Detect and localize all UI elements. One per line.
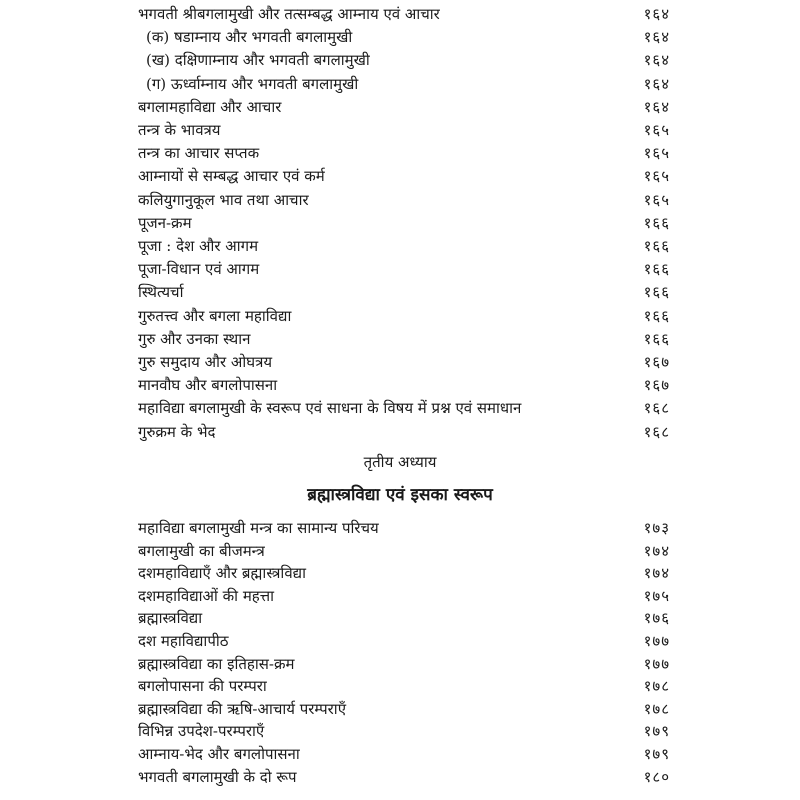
toc-entry-title: ब्रह्मास्त्रविद्या की ऋषि-आचार्य परम्पराएँ — [138, 699, 346, 718]
toc-entry — [138, 257, 670, 281]
toc-entry-title: ब्रह्मास्त्रविद्या का इतिहास-क्रम — [138, 654, 295, 673]
toc-entry — [138, 742, 670, 766]
toc-entry-title: भगवती श्रीबगलामुखी और तत्सम्बद्ध आम्नाय एवं आचार — [138, 5, 440, 23]
toc-entry — [138, 674, 670, 698]
toc-entry-title: (क) षडाम्नाय और भगवती बगलामुखी — [146, 28, 353, 47]
toc-entry-title: स्थित्यर्चा — [138, 283, 184, 302]
toc-entry — [138, 765, 670, 789]
toc-entry-title: बगलामुखी का बीजमन्त्र — [138, 541, 265, 560]
toc-entry-page: १६६ — [643, 329, 670, 348]
toc-entry — [138, 373, 670, 397]
toc-entry-title: मानवौघ और बगलोपासना — [138, 376, 278, 395]
toc-entry-page: १७७ — [643, 632, 670, 650]
toc-entry-title: विभिन्न उपदेश-परम्पराएँ — [138, 722, 265, 741]
toc-entry-page: १६४ — [643, 74, 670, 93]
toc-entry-title: पूजा : देश और आगम — [138, 237, 259, 255]
toc-entry-title: तन्त्र के भावत्रय — [138, 121, 221, 139]
toc-entry-page: १७८ — [643, 677, 670, 696]
toc-entry — [146, 48, 670, 72]
toc-entry-page: १७९ — [643, 722, 670, 741]
toc-entry-title: महाविद्या बगलामुखी के स्वरूप एवं साधना के विषय में प्रश्न एवं समाधान — [138, 399, 522, 418]
toc-entry-page: १६७ — [643, 353, 670, 371]
toc-entry — [138, 629, 670, 653]
toc-entry — [138, 420, 670, 444]
chapter-label: तृतीय अध्याय — [363, 453, 437, 471]
toc-entry-page: १६६ — [643, 306, 670, 325]
toc-entry — [138, 561, 670, 585]
toc-entry-page: १७४ — [643, 564, 670, 583]
toc-entry — [138, 697, 670, 721]
toc-entry-title: पूजा-विधान एवं आगम — [138, 260, 260, 279]
toc-entry — [138, 396, 670, 420]
toc-entry — [138, 350, 670, 374]
toc-entry — [138, 164, 670, 188]
toc-entry-title: भगवती बगलामुखी के दो रूप — [138, 767, 297, 786]
toc-entry-title: पूजन-क्रम — [138, 213, 192, 232]
toc-entry-title: गुरुतत्त्व और बगला महाविद्या — [138, 306, 292, 325]
toc-entry-page: १६४ — [643, 5, 670, 23]
toc-entry-title: गुरु समुदाय और ओघत्रय — [138, 353, 273, 371]
toc-entry-page: १६६ — [643, 260, 670, 279]
toc-entry — [138, 584, 670, 608]
toc-entry — [138, 516, 670, 540]
toc-entry — [138, 539, 670, 563]
toc-entry-page: १६५ — [643, 167, 670, 186]
toc-entry-page: १६५ — [643, 190, 670, 209]
toc-entry-page: १६४ — [643, 51, 670, 70]
toc-entry-page: १६६ — [643, 283, 670, 302]
toc-entry — [138, 652, 670, 676]
toc-entry-page: १७६ — [643, 609, 670, 628]
toc-entry — [138, 211, 670, 235]
toc-entry-page: १७७ — [643, 654, 670, 673]
toc-entry-title: तन्त्र का आचार सप्तक — [138, 144, 260, 163]
toc-entry-page: १६४ — [643, 28, 670, 47]
toc-entry-title: कलियुगानुकूल भाव तथा आचार — [138, 190, 309, 209]
toc-entry-title: दशमहाविद्याएँ और ब्रह्मास्त्रविद्या — [138, 564, 306, 583]
toc-entry — [138, 304, 670, 328]
toc-entry — [138, 141, 670, 165]
toc-entry — [138, 606, 670, 630]
toc-entry-title: बगलोपासना की परम्परा — [138, 677, 267, 696]
toc-entry-title: गुरुक्रम के भेद — [138, 422, 216, 441]
toc-entry-page: १६८ — [643, 399, 670, 418]
toc-entry-page: १७९ — [643, 745, 670, 763]
toc-entry — [138, 719, 670, 743]
toc-entry-page: १८० — [643, 767, 670, 786]
toc-entry — [138, 234, 670, 258]
toc-entry-title: दश महाविद्यापीठ — [138, 632, 229, 650]
toc-entry — [138, 118, 670, 142]
toc-entry — [138, 327, 670, 351]
toc-entry-page: १६८ — [643, 422, 670, 441]
toc-entry-page: १७४ — [643, 541, 670, 560]
toc-entry-page: १७८ — [643, 699, 670, 718]
toc-entry — [146, 25, 670, 49]
toc-entry-page: १६४ — [643, 97, 670, 116]
toc-entry-page: १६५ — [643, 121, 670, 139]
toc-entry-title: ब्रह्मास्त्रविद्या — [138, 609, 203, 628]
toc-entry — [138, 2, 670, 26]
toc-entry-title: आम्नाय-भेद और बगलोपासना — [138, 745, 300, 763]
toc-entry-page: १६६ — [643, 237, 670, 255]
chapter-title: ब्रह्मास्त्रविद्या एवं इसका स्वरूप — [307, 485, 493, 505]
toc-entry-title: महाविद्या बगलामुखी मन्त्र का सामान्य परिचय — [138, 519, 379, 537]
toc-entry — [138, 188, 670, 212]
toc-entry-page: १७३ — [643, 519, 670, 537]
toc-entry-page: १७५ — [643, 586, 670, 605]
toc-entry-title: (ग) ऊर्ध्वाम्नाय और भगवती बगलामुखी — [146, 74, 359, 93]
toc-entry-page: १६५ — [643, 144, 670, 163]
toc-entry — [138, 95, 670, 119]
toc-entry — [138, 280, 670, 304]
toc-entry-title: दशमहाविद्याओं की महत्ता — [138, 586, 275, 605]
toc-entry-title: बगलामहाविद्या और आचार — [138, 97, 282, 116]
toc-entry-title: आम्नायों से सम्बद्ध आचार एवं कर्म — [138, 167, 325, 186]
toc-entry — [146, 72, 670, 96]
toc-entry-page: १६६ — [643, 213, 670, 232]
toc-entry-title: (ख) दक्षिणाम्नाय और भगवती बगलामुखी — [146, 51, 370, 70]
toc-entry-title: गुरु और उनका स्थान — [138, 329, 251, 348]
toc-entry-page: १६७ — [643, 376, 670, 395]
